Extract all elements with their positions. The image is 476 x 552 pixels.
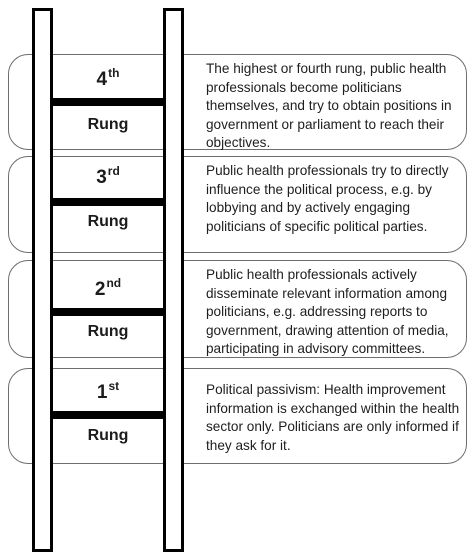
rung-3-ordinal: [53, 164, 163, 189]
rung-4-ordinal: [53, 66, 163, 91]
rung-2-ordinal: [53, 276, 163, 301]
rung-4-bar: [50, 98, 166, 106]
ladder-right-rail: [163, 8, 184, 552]
rung-3-description: Public health professionals try to directly influence the political process, e.g. by lobbying and by actively engaging politicians of specific political parties.: [206, 163, 449, 234]
rung-1-ordinal: [53, 379, 163, 404]
rung-1-suffix: st: [108, 379, 120, 393]
rung-4-description: The highest or fourth rung, public health professionals become politicians themselves, and try to obtain positions in government or parliament to reach their objectives.: [206, 61, 452, 151]
rung-4-label: Rung: [87, 116, 129, 133]
rung-1-bar: [50, 411, 166, 419]
rung-4-suffix: th: [108, 66, 120, 80]
rung-2-suffix: nd: [106, 276, 122, 290]
rung-2-bar: [50, 308, 166, 316]
rung-2-label: Rung: [87, 323, 129, 340]
rung-3-label: Rung: [87, 213, 129, 230]
rung-1-description: Political passivism: Health improvement information is exchanged within the health sector only. Politicians are only informed if they ask for it.: [206, 382, 460, 453]
ladder-left-rail: [32, 8, 53, 552]
rung-3-number: 3: [96, 167, 107, 188]
rung-3-suffix: rd: [107, 164, 120, 178]
rung-2-description: Public health professionals actively disseminate relevant information among politicians, e.g. addressing reports to government, drawing attention of media, participating in advisory committees.: [206, 267, 449, 357]
rung-2-number: 2: [94, 279, 106, 300]
rung-1-number: 1: [96, 382, 108, 403]
rung-3-bar: [50, 198, 166, 206]
rung-1-label: Rung: [87, 427, 129, 444]
rung-4-number: 4: [96, 69, 108, 90]
